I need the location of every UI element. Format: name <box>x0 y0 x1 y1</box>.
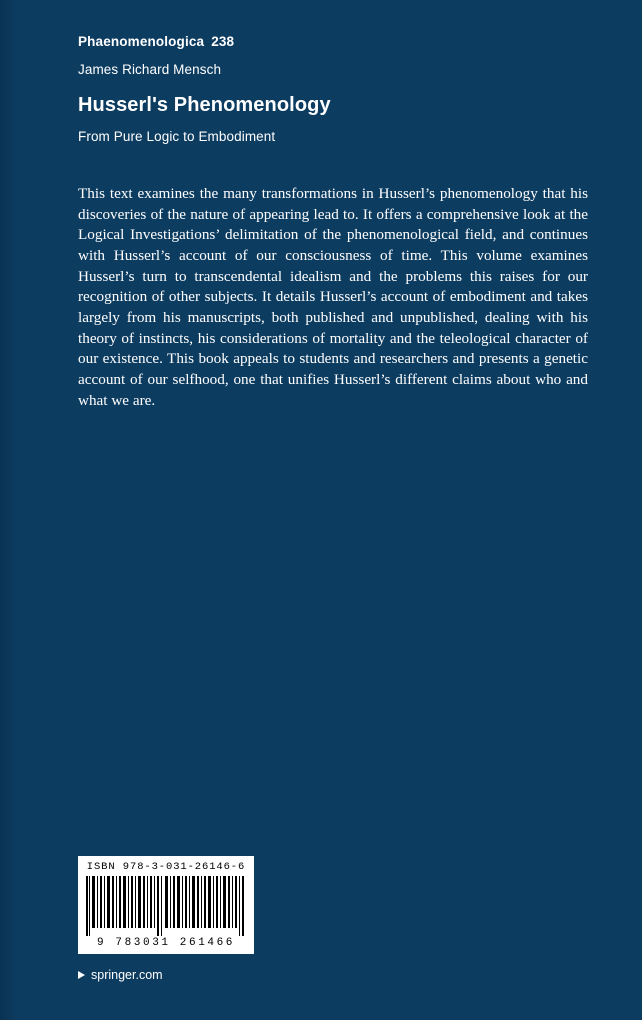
publisher-label: springer.com <box>91 968 163 982</box>
book-subtitle: From Pure Logic to Embodiment <box>78 129 276 144</box>
cover-text-block <box>78 0 590 411</box>
back-cover-blurb: This text examines the many transformations in Husserl’s phenomenology that his discoveries of the nature of appearing lead to. It offers a comprehensive look at the Logical Investigations’ delimitation of the phenomenological field, and continues with Husserl’s account of our consciousness of time. This volume examines Husserl’s turn to transcendental idealism and the problems this raises for our recognition of other subjects. It details Husserl’s account of embodiment and takes largely from his manuscripts, both published and unpublished, dealing with his theory of instincts, his considerations of mortality and the teleological character of our existence. This book appeals to students and researchers and presents a genetic account of our selfhood, one that unifies Husserl’s different claims about who and what we are. <box>78 185 588 409</box>
series-line <box>78 34 590 49</box>
barcode-bars <box>86 876 246 936</box>
barcode-area <box>78 856 254 982</box>
publisher-link[interactable] <box>78 968 254 982</box>
isbn-label: ISBN 978-3-031-26146-6 <box>86 861 246 873</box>
book-title: Husserl's Phenomenology <box>78 94 331 116</box>
barcode-digits: 9 783031 261466 <box>96 937 236 949</box>
series-name: Phaenomenologica <box>78 34 205 49</box>
play-triangle-icon <box>78 971 85 979</box>
barcode-box <box>78 856 254 954</box>
series-number: 238 <box>211 34 235 49</box>
author-name: James Richard Mensch <box>78 62 222 77</box>
spine-edge <box>0 0 18 1020</box>
